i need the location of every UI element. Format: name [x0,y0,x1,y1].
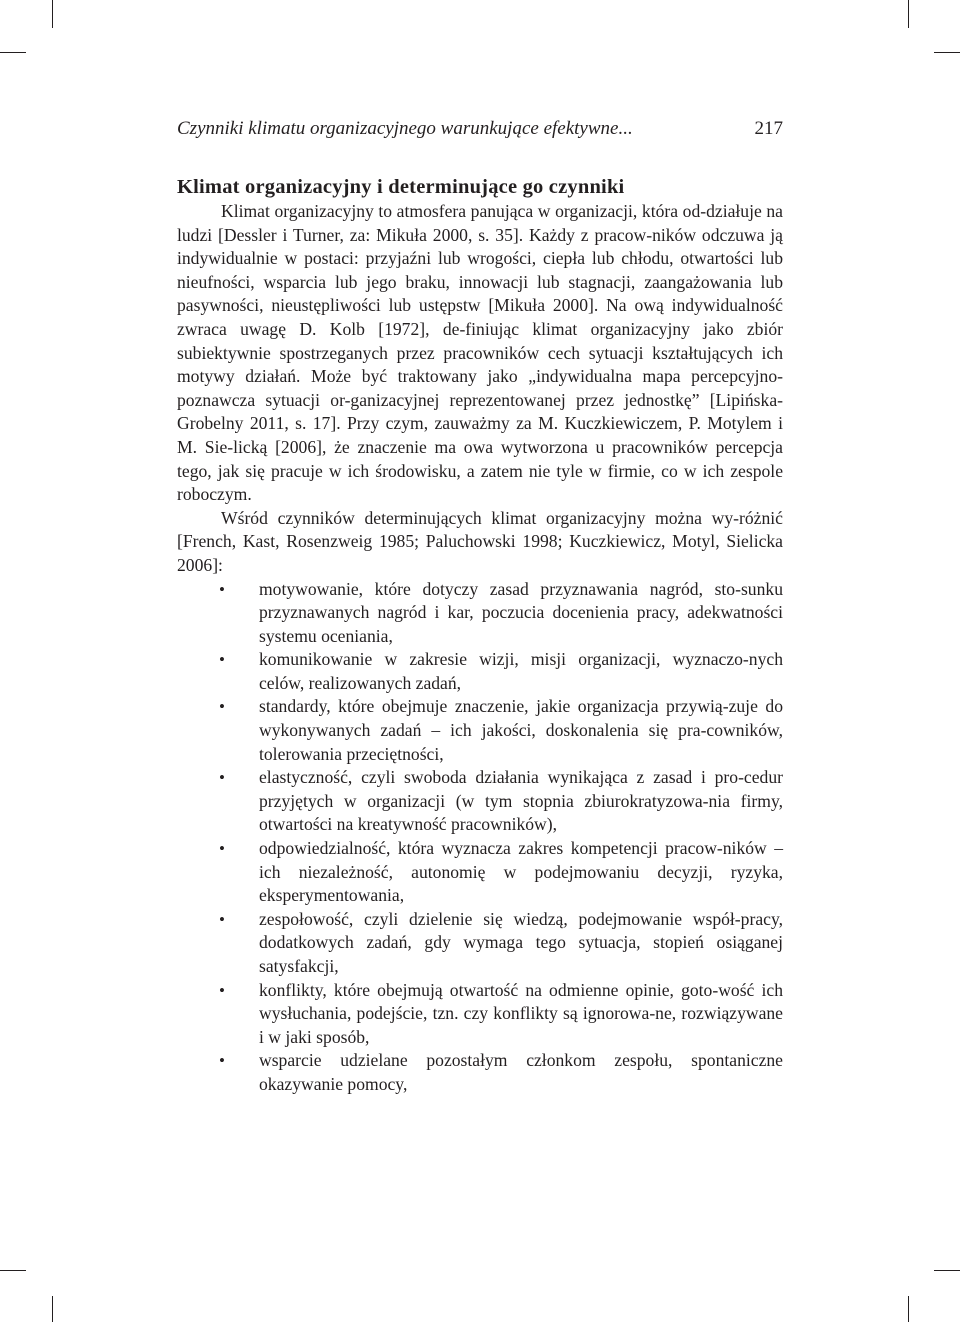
crop-mark [908,0,909,28]
crop-mark [52,1296,53,1322]
running-head [177,118,783,152]
crop-mark [934,1270,960,1271]
list-item-text: wsparcie udzielane pozostałym członkom zespołu, spontaniczne okazywanie pomocy, [259,1050,783,1094]
running-head-title: Czynniki klimatu organizacyjnego warunkujące efektywne... [177,118,633,139]
crop-mark [0,52,26,53]
list-item [177,837,783,908]
bullet-icon: • [219,839,225,859]
page-number: 217 [754,118,783,139]
crop-mark [52,0,53,28]
list-item [177,648,783,695]
bullet-icon: • [219,768,225,788]
list-item-text: odpowiedzialność, która wyznacza zakres kompetencji pracow-ników – ich niezależność, autonomię w podejmowaniu decyzji, ryzyka, eksperymentowania, [259,838,783,906]
factors-list [177,578,783,1097]
list-item-text: zespołowość, czyli dzielenie się wiedzą, podejmowanie współ-pracy, dodatkowych zadań, gdy wymaga tego sytuacja, stopień osiąganej satysfakcji, [259,908,783,976]
list-item-text: konflikty, które obejmują otwartość na odmienne opinie, goto-wość ich wysłuchania, podejście, tzn. czy konflikty są ignorowa-ne, rozwiązywane i w jaki sposób, [259,979,783,1047]
bullet-icon: • [219,980,225,1000]
list-item [177,1049,783,1096]
list-item [177,979,783,1050]
bullet-icon: • [219,650,225,670]
list-item-text: komunikowanie w zakresie wizji, misji organizacji, wyznaczo-nych celów, realizowanych zadań, [259,649,783,693]
body-paragraph: Klimat organizacyjny to atmosfera panująca w organizacji, która od-działuje na ludzi [Dessler i Turner, za: Mikuła 2000, s. 35]. Każdy z pracow-ników odczuwa ją indywidualnie w postaci: przyjaźni lub wrogości, ciepła lub chłodu, otwartości lub nieufności, wsparcia lub jego braku, innowacji lub stagnacji, zaangażowania lub pasywności, nieustępliwości lub ustępstw [Mikuła 2000]. Na ową indywidualność zwraca uwagę D. Kolb [1972], de-finiując klimat organizacyjny jako zbiór subiektywnie spostrzeganych przez pracowników cech sytuacji kształtujących ich motywy działań. Może być traktowany jako „indywidualna mapa percepcyjno-poznawcza sytuacji or-ganizacyjnej reprezentowanej przez jednostkę” [Lipińska-Grobelny 2011, s. 17]. Przy czym, zauważmy za M. Kuczkiewiczem, P. Motylem i M. Sie-licką [2006], że znaczenie ma owa wytworzona u pracowników percepcja tego, jak się pracuje w ich środowisku, a zatem nie tyle w firmie, co w ich zespole roboczym. [177,201,783,505]
list-item [177,695,783,766]
list-item-text: elastyczność, czyli swoboda działania wynikająca z zasad i pro-cedur przyjętych w organizacji (w tym stopnia zbiurokratyzowa-nia firmy, otwartości na kreatywność pracowników), [259,767,783,835]
crop-mark [934,52,960,53]
bullet-icon: • [219,697,225,717]
book-page [177,118,783,1097]
bullet-icon: • [219,1051,225,1071]
list-item [177,578,783,649]
list-item-text: standardy, które obejmuje znaczenie, jakie organizacja przywią-zuje do wykonywanych zadań – ich jakości, doskonalenia się pra-cowników, tolerowania przeciętności, [259,696,783,764]
bullet-icon: • [219,579,225,599]
bullet-icon: • [219,909,225,929]
section-heading: Klimat organizacyjny i determinujące go czynniki [177,176,625,198]
body-paragraph: Wśród czynników determinujących klimat organizacyjny można wy-różnić [French, Kast, Rosenzweig 1985; Paluchowski 1998; Kuczkiewicz, Motyl, Sielicka 2006]: [177,507,783,575]
list-item [177,766,783,837]
list-item-text: motywowanie, które dotyczy zasad przyznawania nagród, sto-sunku przyznawanych nagród i kar, poczucia docenienia pracy, adekwatności systemu oceniania, [259,578,783,646]
crop-mark [908,1296,909,1322]
crop-mark [0,1270,26,1271]
list-item [177,908,783,979]
